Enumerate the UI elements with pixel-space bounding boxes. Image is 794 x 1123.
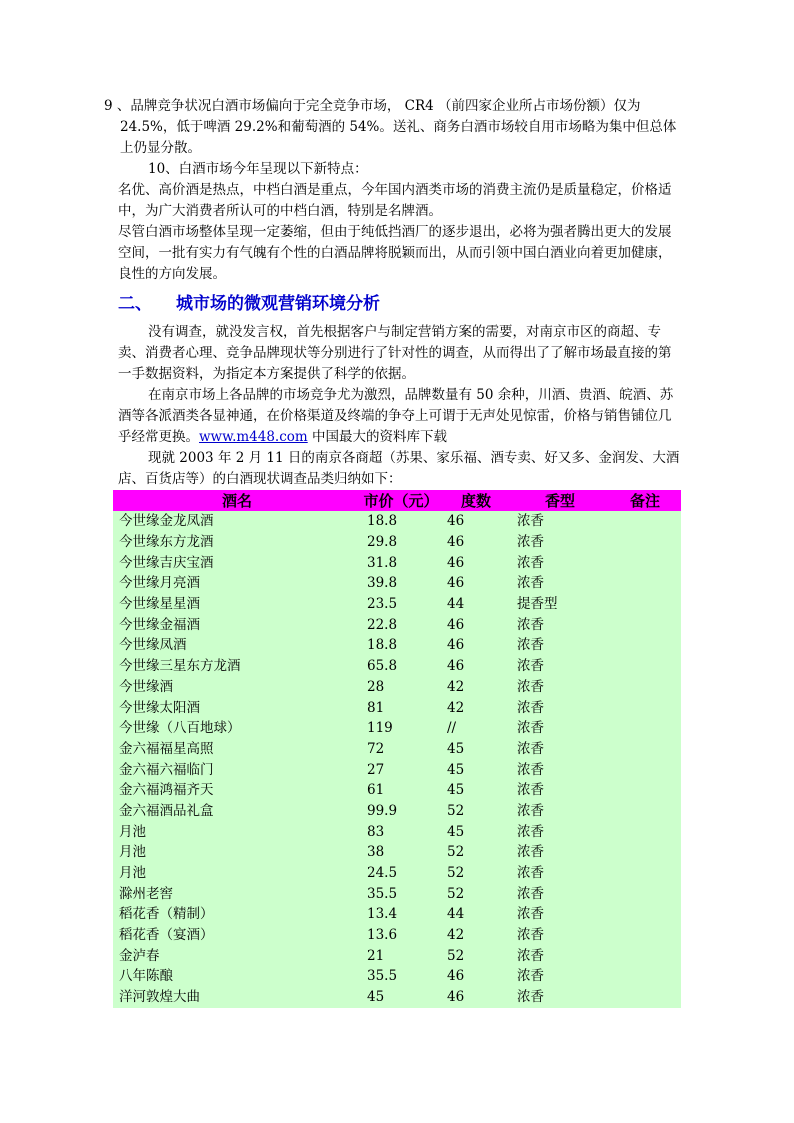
name-cell: 今世缘金龙凤酒 — [113, 511, 361, 532]
name-cell: 今世缘吉庆宝酒 — [113, 552, 361, 573]
price-cell: 99.9 — [361, 801, 441, 822]
name-cell: 今世缘金福酒 — [113, 614, 361, 635]
table-row — [113, 697, 681, 718]
aroma-cell: 浓香 — [511, 904, 609, 925]
note-cell — [609, 945, 681, 966]
aroma-cell: 浓香 — [511, 532, 609, 553]
liquor-survey-table — [113, 490, 681, 1008]
price-cell: 21 — [361, 945, 441, 966]
name-cell: 今世缘东方龙酒 — [113, 532, 361, 553]
degree-cell: // — [441, 718, 511, 739]
table-header-row — [113, 490, 681, 511]
table-row — [113, 945, 681, 966]
name-cell: 稻花香（宴酒） — [113, 925, 361, 946]
table-row — [113, 635, 681, 656]
price-cell: 38 — [361, 842, 441, 863]
price-cell: 81 — [361, 697, 441, 718]
price-cell: 83 — [361, 821, 441, 842]
degree-cell: 45 — [441, 759, 511, 780]
note-cell — [609, 718, 681, 739]
degree-cell: 46 — [441, 511, 511, 532]
aroma-cell: 浓香 — [511, 614, 609, 635]
aroma-cell: 浓香 — [511, 511, 609, 532]
aroma-cell: 浓香 — [511, 945, 609, 966]
price-cell: 22.8 — [361, 614, 441, 635]
price-cell: 35.5 — [361, 966, 441, 987]
name-cell: 金六福福星高照 — [113, 739, 361, 760]
degree-cell: 46 — [441, 966, 511, 987]
paragraph-10-lead: 10、白酒市场今年呈现以下新特点： — [148, 161, 368, 177]
table-row — [113, 656, 681, 677]
degree-cell: 42 — [441, 677, 511, 698]
degree-cell: 46 — [441, 532, 511, 553]
price-cell: 65.8 — [361, 656, 441, 677]
price-cell: 23.5 — [361, 594, 441, 615]
note-cell — [609, 966, 681, 987]
download-link[interactable]: www.m448.com — [199, 429, 308, 445]
name-cell: 今世缘太阳酒 — [113, 697, 361, 718]
section-title: 城市场的微观营销环境分析 — [176, 294, 380, 314]
aroma-cell: 浓香 — [511, 801, 609, 822]
table-row — [113, 987, 681, 1008]
aroma-cell: 浓香 — [511, 780, 609, 801]
name-cell: 月池 — [113, 863, 361, 884]
name-cell: 金六福鸿福齐天 — [113, 780, 361, 801]
aroma-cell: 浓香 — [511, 656, 609, 677]
name-cell: 金六福六福临门 — [113, 759, 361, 780]
degree-cell: 46 — [441, 635, 511, 656]
degree-cell: 52 — [441, 945, 511, 966]
name-cell: 今世缘凤酒 — [113, 635, 361, 656]
header-degree: 度数 — [441, 490, 511, 511]
table-row — [113, 739, 681, 760]
table-row — [113, 966, 681, 987]
note-cell — [609, 677, 681, 698]
table-row — [113, 801, 681, 822]
note-cell — [609, 987, 681, 1008]
note-cell — [609, 635, 681, 656]
degree-cell: 44 — [441, 904, 511, 925]
price-cell: 119 — [361, 718, 441, 739]
degree-cell: 42 — [441, 925, 511, 946]
table-row — [113, 677, 681, 698]
price-cell: 18.8 — [361, 511, 441, 532]
aroma-cell: 提香型 — [511, 594, 609, 615]
paragraph-9-first-line: 9 、品牌竞争状况白酒市场偏向于完全竞争市场， CR4 （前四家企业所占市场份额）仅为 — [104, 98, 641, 114]
table-row — [113, 552, 681, 573]
degree-cell: 46 — [441, 656, 511, 677]
paragraph-10-point-2: 尽管白酒市场整体呈现一定萎缩，但由于纯低挡酒厂的逐步退出，必将为强者腾出更大的发展空间，一批有实力有气魄有个性的白酒品牌将脱颖而出，从而引领中国白酒业向着更加健康，良性的方向发展。 — [118, 224, 672, 282]
aroma-cell: 浓香 — [511, 863, 609, 884]
name-cell: 金泸春 — [113, 945, 361, 966]
section-paragraph-2-after: 中国最大的资料库下载 — [307, 429, 448, 445]
degree-cell: 46 — [441, 552, 511, 573]
table-body — [113, 511, 681, 1008]
price-cell: 28 — [361, 677, 441, 698]
section-heading — [118, 291, 683, 317]
aroma-cell: 浓香 — [511, 821, 609, 842]
degree-cell: 52 — [441, 883, 511, 904]
note-cell — [609, 821, 681, 842]
aroma-cell: 浓香 — [511, 987, 609, 1008]
name-cell: 月池 — [113, 842, 361, 863]
note-cell — [609, 842, 681, 863]
header-aroma: 香型 — [511, 490, 609, 511]
table-row — [113, 925, 681, 946]
note-cell — [609, 552, 681, 573]
note-cell — [609, 759, 681, 780]
section-paragraph-2 — [118, 385, 683, 448]
note-cell — [609, 925, 681, 946]
note-cell — [609, 532, 681, 553]
paragraph-9-continuation: 24.5%，低于啤酒 29.2%和葡萄酒的 54%。送礼、商务白酒市场较自用市场略为集中但总体上仍显分散。 — [120, 119, 677, 156]
note-cell — [609, 883, 681, 904]
table-row — [113, 718, 681, 739]
name-cell: 八年陈酿 — [113, 966, 361, 987]
header-note: 备注 — [609, 490, 681, 511]
degree-cell: 46 — [441, 573, 511, 594]
aroma-cell: 浓香 — [511, 552, 609, 573]
degree-cell: 52 — [441, 801, 511, 822]
note-cell — [609, 656, 681, 677]
note-cell — [609, 801, 681, 822]
table-row — [113, 594, 681, 615]
aroma-cell: 浓香 — [511, 677, 609, 698]
aroma-cell: 浓香 — [511, 697, 609, 718]
table-row — [113, 883, 681, 904]
table-row — [113, 573, 681, 594]
section-paragraph-1: 没有调查，就没发言权，首先根据客户与制定营销方案的需要，对南京市区的商超、专卖、消费者心理、竞争品牌现状等分别进行了针对性的调查，从而得出了了解市场最直接的第一手数据资料，为指定本方案提供了科学的依据。 — [118, 324, 672, 382]
name-cell: 洋河敦煌大曲 — [113, 987, 361, 1008]
table-row — [113, 904, 681, 925]
section-number: 二、 — [118, 294, 152, 314]
note-cell — [609, 594, 681, 615]
degree-cell: 44 — [441, 594, 511, 615]
name-cell: 金六福酒品礼盒 — [113, 801, 361, 822]
degree-cell: 52 — [441, 842, 511, 863]
paragraph-10-point-1: 名优、高价酒是热点，中档白酒是重点，今年国内酒类市场的消费主流仍是质量稳定，价格适中，为广大消费者所认可的中档白酒，特别是名牌酒。 — [118, 182, 672, 219]
note-cell — [609, 780, 681, 801]
aroma-cell: 浓香 — [511, 739, 609, 760]
price-cell: 39.8 — [361, 573, 441, 594]
name-cell: 今世缘月亮酒 — [113, 573, 361, 594]
degree-cell: 45 — [441, 739, 511, 760]
table-row — [113, 511, 681, 532]
degree-cell: 45 — [441, 821, 511, 842]
aroma-cell: 浓香 — [511, 635, 609, 656]
table-row — [113, 842, 681, 863]
note-cell — [609, 863, 681, 884]
name-cell: 稻花香（精制） — [113, 904, 361, 925]
aroma-cell: 浓香 — [511, 883, 609, 904]
name-cell: 月池 — [113, 821, 361, 842]
degree-cell: 52 — [441, 863, 511, 884]
note-cell — [609, 511, 681, 532]
name-cell: 今世缘星星酒 — [113, 594, 361, 615]
name-cell: 今世缘三星东方龙酒 — [113, 656, 361, 677]
table-row — [113, 780, 681, 801]
degree-cell: 46 — [441, 614, 511, 635]
paragraph-9 — [104, 96, 684, 159]
degree-cell: 45 — [441, 780, 511, 801]
section-body — [118, 322, 683, 490]
note-cell — [609, 739, 681, 760]
aroma-cell: 浓香 — [511, 842, 609, 863]
header-name: 酒名 — [113, 490, 361, 511]
price-cell: 61 — [361, 780, 441, 801]
table-row — [113, 863, 681, 884]
degree-cell: 46 — [441, 987, 511, 1008]
table-row — [113, 614, 681, 635]
section-paragraph-3: 现就 2003 年 2 月 11 日的南京各商超（苏果、家乐福、酒专卖、好又多、金润发、大酒店、百货店等）的白酒现状调查品类归纳如下： — [118, 450, 680, 487]
price-cell: 27 — [361, 759, 441, 780]
price-cell: 35.5 — [361, 883, 441, 904]
note-cell — [609, 614, 681, 635]
price-cell: 18.8 — [361, 635, 441, 656]
price-cell: 24.5 — [361, 863, 441, 884]
name-cell: 滁州老窖 — [113, 883, 361, 904]
price-cell: 31.8 — [361, 552, 441, 573]
price-cell: 29.8 — [361, 532, 441, 553]
table-row — [113, 759, 681, 780]
aroma-cell: 浓香 — [511, 718, 609, 739]
name-cell: 今世缘酒 — [113, 677, 361, 698]
price-cell: 45 — [361, 987, 441, 1008]
header-price: 市价（元） — [361, 490, 441, 511]
price-cell: 72 — [361, 739, 441, 760]
aroma-cell: 浓香 — [511, 759, 609, 780]
aroma-cell: 浓香 — [511, 925, 609, 946]
price-cell: 13.6 — [361, 925, 441, 946]
price-cell: 13.4 — [361, 904, 441, 925]
paragraph-10 — [118, 159, 683, 285]
name-cell: 今世缘（八百地球） — [113, 718, 361, 739]
aroma-cell: 浓香 — [511, 573, 609, 594]
table-row — [113, 532, 681, 553]
aroma-cell: 浓香 — [511, 966, 609, 987]
note-cell — [609, 697, 681, 718]
section-paragraph-2-text: 在南京市场上各品牌的市场竞争尤为激烈，品牌数量有 50 余种，川酒、贵酒、皖酒、苏酒等各派酒类各显神通，在价格渠道及终端的争夺上可谓于无声处见惊雷，价格与销售铺位几乎经常更换。 — [118, 387, 674, 445]
table-row — [113, 821, 681, 842]
note-cell — [609, 904, 681, 925]
degree-cell: 42 — [441, 697, 511, 718]
note-cell — [609, 573, 681, 594]
